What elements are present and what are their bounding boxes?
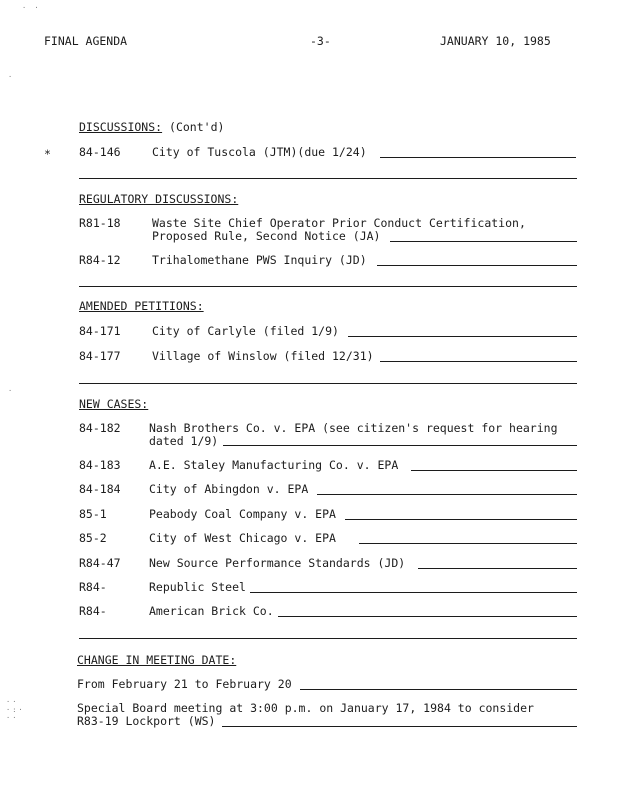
fill-line bbox=[300, 689, 577, 690]
case-number: 84-177 bbox=[79, 349, 121, 363]
scan-speck: ·· ·:· ·· bbox=[6, 698, 25, 722]
case-number: R84- bbox=[79, 580, 107, 594]
regulatory-heading: REGULATORY DISCUSSIONS: bbox=[79, 192, 239, 206]
section-divider bbox=[79, 383, 577, 384]
case-title: Republic Steel bbox=[149, 580, 246, 594]
header-date: JANUARY 10, 1985 bbox=[440, 34, 551, 48]
case-title: City of West Chicago v. EPA bbox=[149, 531, 336, 545]
case-number: 85-1 bbox=[79, 507, 107, 521]
fill-line bbox=[380, 157, 576, 158]
priority-mark: * bbox=[44, 147, 51, 161]
section-divider bbox=[79, 286, 577, 287]
scan-speck: · · bbox=[22, 4, 41, 12]
case-number: R84- bbox=[79, 604, 107, 618]
case-number: 84-182 bbox=[79, 421, 121, 435]
case-title-cont: dated 1/9) bbox=[149, 434, 219, 448]
header-left: FINAL AGENDA bbox=[44, 34, 128, 48]
scan-speck: · bbox=[8, 387, 15, 395]
case-title-cont: Proposed Rule, Second Notice (JA) bbox=[152, 229, 381, 243]
fill-line bbox=[380, 361, 577, 362]
fill-line bbox=[418, 568, 577, 569]
case-title: Trihalomethane PWS Inquiry (JD) bbox=[152, 253, 367, 267]
amended-heading: AMENDED PETITIONS: bbox=[79, 299, 204, 313]
fill-line bbox=[222, 726, 577, 727]
fill-line bbox=[278, 616, 577, 617]
case-title: American Brick Co. bbox=[149, 604, 274, 618]
fill-line bbox=[345, 519, 577, 520]
fill-line bbox=[359, 543, 577, 544]
case-number: R84-47 bbox=[79, 556, 121, 570]
case-title: Nash Brothers Co. v. EPA (see citizen's request for hearing bbox=[149, 421, 558, 435]
case-title: A.E. Staley Manufacturing Co. v. EPA bbox=[149, 458, 399, 472]
fill-line bbox=[390, 241, 577, 242]
case-title: City of Tuscola (JTM)(due 1/24) bbox=[152, 145, 367, 159]
case-number: 84-171 bbox=[79, 324, 121, 338]
case-number: 84-146 bbox=[79, 145, 121, 159]
special-meeting-text: Special Board meeting at 3:00 p.m. on January 17, 1984 to consider bbox=[77, 701, 534, 715]
case-number: 84-184 bbox=[79, 482, 121, 496]
special-meeting-text-cont: R83-19 Lockport (WS) bbox=[77, 714, 216, 728]
fill-line bbox=[348, 336, 577, 337]
discussions-heading: DISCUSSIONS: (Cont'd) bbox=[79, 120, 225, 134]
page-number: -3- bbox=[310, 34, 331, 48]
change-meeting-heading: CHANGE IN MEETING DATE: bbox=[77, 653, 237, 667]
section-divider bbox=[79, 178, 577, 179]
fill-line bbox=[411, 470, 577, 471]
case-title: Waste Site Chief Operator Prior Conduct Certification, bbox=[152, 216, 526, 230]
case-number: 84-183 bbox=[79, 458, 121, 472]
fill-line bbox=[223, 445, 577, 446]
section-divider bbox=[79, 638, 577, 639]
scan-speck: · bbox=[8, 73, 15, 81]
new-cases-heading: NEW CASES: bbox=[79, 397, 149, 411]
case-title: New Source Performance Standards (JD) bbox=[149, 556, 406, 570]
case-title: Peabody Coal Company v. EPA bbox=[149, 507, 336, 521]
case-title: City of Abingdon v. EPA bbox=[149, 482, 309, 496]
case-title: Village of Winslow (filed 12/31) bbox=[152, 349, 374, 363]
fill-line bbox=[317, 494, 577, 495]
fill-line bbox=[250, 592, 577, 593]
fill-line bbox=[377, 265, 577, 266]
case-title: City of Carlyle (filed 1/9) bbox=[152, 324, 339, 338]
meeting-change-text: From February 21 to February 20 bbox=[77, 677, 292, 691]
case-number: R81-18 bbox=[79, 216, 121, 230]
case-number: R84-12 bbox=[79, 253, 121, 267]
case-number: 85-2 bbox=[79, 531, 107, 545]
